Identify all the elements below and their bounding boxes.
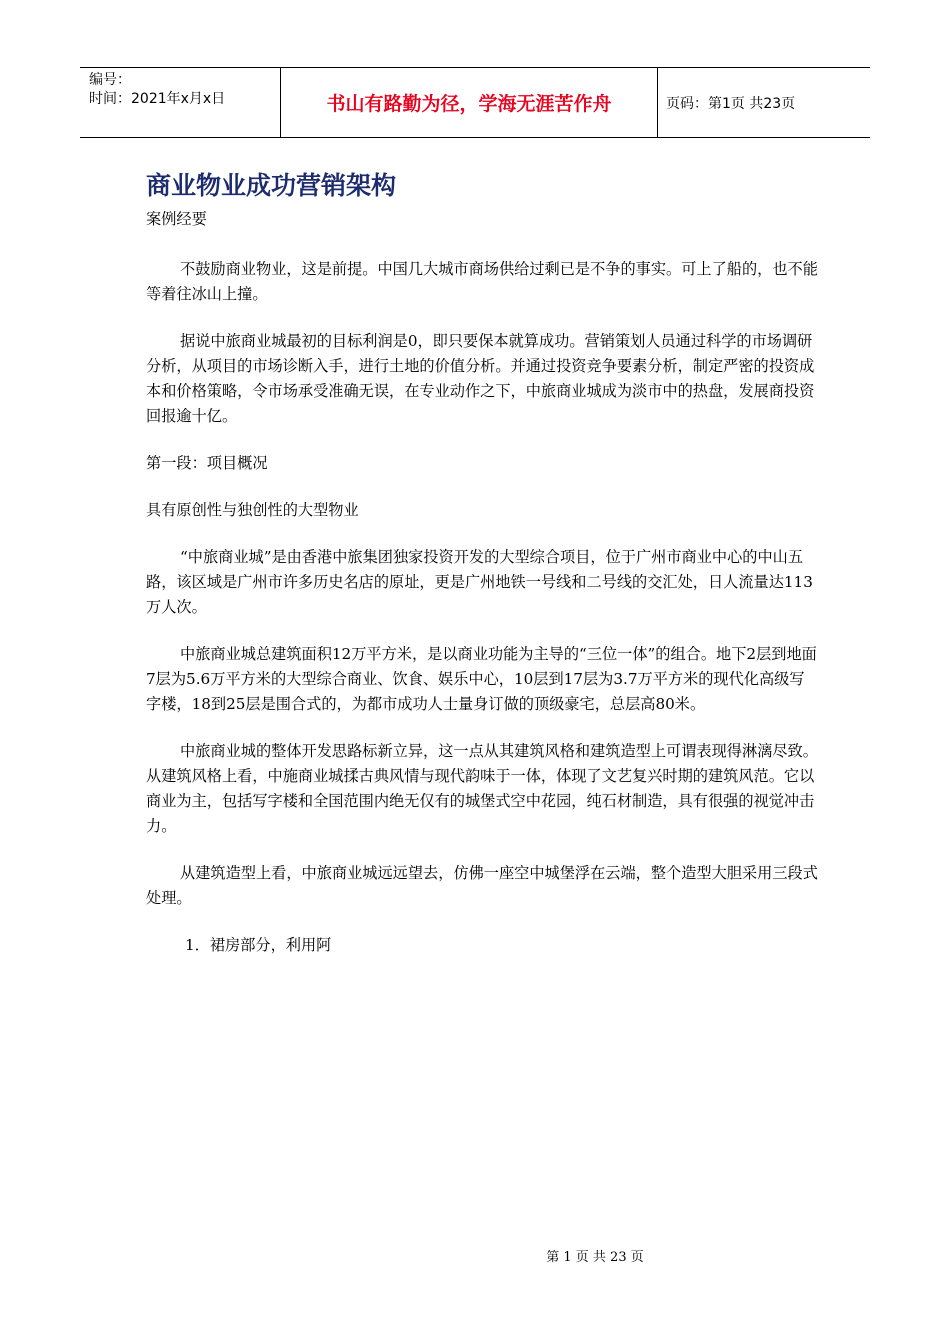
header-page-info: 页码：第1页 共23页 — [666, 95, 796, 112]
page-header — [80, 67, 870, 138]
header-meta — [80, 68, 281, 137]
document-title: 商业物业成功营销架构 — [146, 171, 397, 200]
header-motto: 书山有路勤为径，学海无涯苦作舟 — [281, 68, 658, 137]
date-label: 时间：2021年x月x日 — [89, 91, 226, 107]
document-body — [146, 207, 818, 958]
list-item: 1．裙房部分，利用阿 — [185, 936, 332, 954]
page-footer: 第 1 页 共 23 页 — [546, 1250, 644, 1265]
paragraph-architecture-style: 中旅商业城的整体开发思路标新立异，这一点从其建筑风格和建筑造型上可谓表现得淋漓尽致。从建筑风格上看，中施商业城揉古典风情与现代韵味于一体，体现了文艺复兴时期的建筑风范。它以商业为主，包括写字楼和全国范围内绝无仅有的城堡式空中花园，纯石材制造，具有很强的视觉冲击力。 — [146, 742, 818, 835]
serial-number-label: 编号： — [89, 72, 131, 88]
section-subheading: 具有原创性与独创性的大型物业 — [146, 501, 359, 519]
document-subtitle: 案例经要 — [146, 210, 207, 228]
paragraph-intro: 不鼓励商业物业，这是前提。中国几大城市商场供给过剩已是不争的事实。可上了船的，也不能等着往冰山上撞。 — [146, 260, 818, 303]
paragraph-building-area: 中旅商业城总建筑面积12万平方米，是以商业功能为主导的“三位一体”的组合。地下2层到地面7层为5.6万平方米的大型综合商业、饮食、娱乐中心，10层到17层为3.7万平方米的现代化高级写字楼，18到25层是围合式的，为都市成功人士量身订做的顶级豪宅，总层高80米。 — [146, 645, 817, 713]
paragraph-project-location: “中旅商业城”是由香港中旅集团独家投资开发的大型综合项目，位于广州市商业中心的中山五路，该区域是广州市许多历史名店的原址，更是广州地铁一号线和二号线的交汇处，日人流量达113万人次。 — [146, 548, 813, 616]
paragraph-target-profit: 据说中旅商业城最初的目标利润是0，即只要保本就算成功。营销策划人员通过科学的市场调研分析，从项目的市场诊断入手，进行土地的价值分析。并通过投资竞争要素分析，制定严密的投资成本和价格策略，令市场承受准确无误，在专业动作之下，中旅商业城成为淡市中的热盘，发展商投资回报逾十亿。 — [146, 332, 815, 425]
section-heading: 第一段：项目概况 — [146, 454, 268, 472]
paragraph-architecture-shape: 从建筑造型上看，中旅商业城远远望去，仿佛一座空中城堡浮在云端，整个造型大胆采用三段式处理。 — [146, 864, 818, 907]
